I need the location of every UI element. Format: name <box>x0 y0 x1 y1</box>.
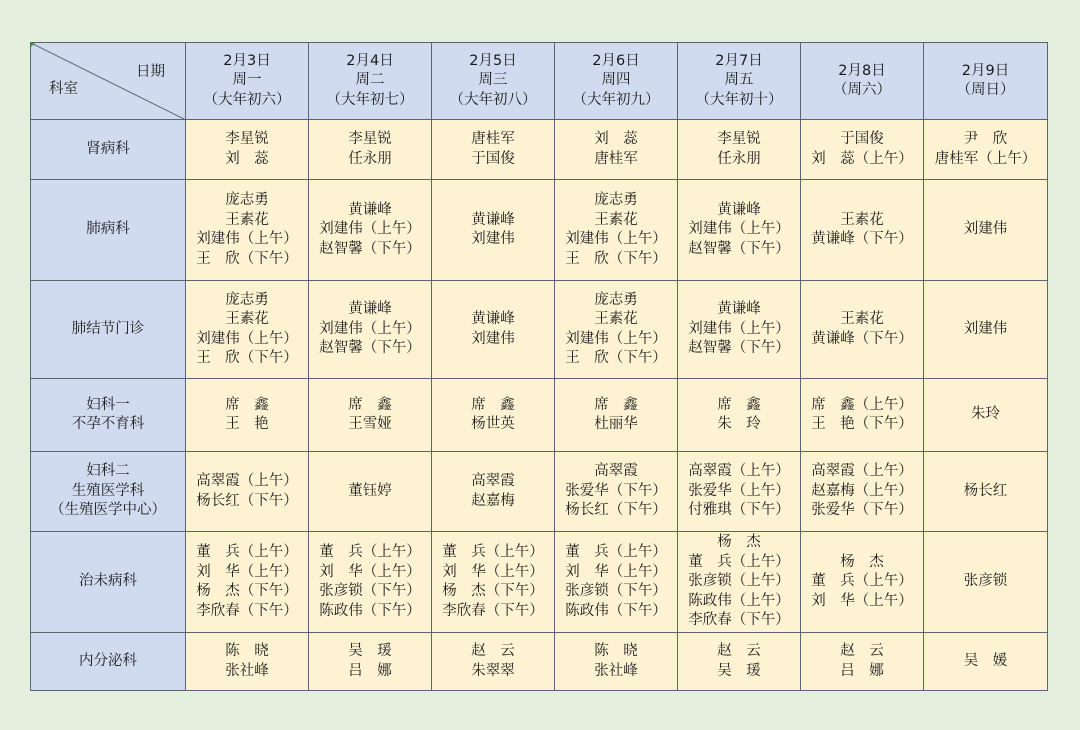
duty-cell <box>432 120 555 180</box>
doctor-name: 张彦锁 <box>963 573 1008 590</box>
duty-cell <box>432 633 555 691</box>
date-header-line: 2月7日 <box>715 52 763 69</box>
duty-cell <box>924 120 1048 180</box>
doctor-name: 杨长红 <box>963 482 1008 499</box>
doctor-name: 董 兵（上午） <box>688 553 790 570</box>
doctor-name: 任永朋 <box>348 150 392 167</box>
doctor-name: 赵嘉梅（上午） <box>811 482 913 499</box>
doctor-name: 李星锐 <box>225 131 269 147</box>
department-cell <box>31 180 186 281</box>
doctor-name: 刘建伟 <box>963 221 1008 238</box>
department-cell <box>31 532 186 633</box>
doctor-name: 杨长红（下午） <box>565 502 667 519</box>
duty-cell <box>678 120 801 180</box>
doctor-name: 李欣春（下午） <box>688 612 790 629</box>
doctor-name: 王 艳 <box>225 416 269 432</box>
doctor-name: 朱 玲 <box>717 416 761 432</box>
duty-cell <box>678 452 801 532</box>
doctor-name: 张爱华（下午） <box>565 482 667 499</box>
duty-cell <box>924 532 1048 633</box>
doctor-name: 高翠霞（上午） <box>811 463 913 480</box>
doctor-name: 刘 华（上午） <box>319 563 421 580</box>
doctor-name: 黄谦峰（下午） <box>811 330 913 347</box>
schedule-row <box>31 120 1048 180</box>
duty-cell <box>432 532 555 633</box>
doctor-name: 赵智馨（下午） <box>688 340 790 357</box>
duty-cell <box>309 532 432 633</box>
doctor-name: 董 兵（上午） <box>196 544 298 560</box>
duty-cell <box>309 180 432 281</box>
doctor-name: 张彦锁（下午） <box>319 583 421 599</box>
schedule-row <box>31 633 1048 691</box>
duty-cell <box>432 379 555 452</box>
date-header-line: 2月6日 <box>592 52 640 69</box>
date-header-line: 周四 <box>601 72 631 89</box>
doctor-name: 刘建伟（上午） <box>688 320 790 337</box>
department-name: 肺结节门诊 <box>71 320 145 337</box>
doctor-name: 朱翠翠 <box>471 662 515 679</box>
duty-cell <box>555 180 678 281</box>
doctor-name: 付雅琪（下午） <box>688 502 790 519</box>
doctor-name: 杨 杰 <box>717 534 761 551</box>
department-name: 不孕不育科 <box>71 416 145 432</box>
doctor-name: 王 欣（下午） <box>565 250 667 267</box>
duty-cell <box>432 281 555 379</box>
department-name: 内分泌科 <box>79 652 137 669</box>
doctor-name: 杨 杰 <box>840 553 884 570</box>
duty-cell <box>924 180 1048 281</box>
duty-schedule-table <box>30 42 1048 691</box>
schedule-row <box>31 532 1048 633</box>
doctor-name: 于国俊 <box>840 131 884 147</box>
date-header-cell <box>186 43 309 120</box>
doctor-name: 朱玲 <box>971 406 1000 423</box>
department-cell <box>31 120 186 180</box>
duty-cell <box>801 633 924 691</box>
doctor-name: 王 艳（下午） <box>811 416 913 432</box>
duty-cell <box>309 452 432 532</box>
date-header-line: 周二 <box>355 72 385 89</box>
doctor-name: 李欣春（下午） <box>196 602 298 619</box>
doctor-name: 尹 欣 <box>963 131 1008 147</box>
doctor-name: 赵智馨（下午） <box>688 240 790 257</box>
doctor-name: 唐桂军 <box>471 131 515 147</box>
date-header-line: 周五 <box>724 72 754 89</box>
doctor-name: 刘建伟（上午） <box>319 221 421 238</box>
doctor-name: 董 兵（上午） <box>319 544 421 560</box>
duty-cell <box>801 532 924 633</box>
date-header-cell <box>309 43 432 120</box>
header-row <box>31 43 1048 120</box>
doctor-name: 任永朋 <box>717 150 761 167</box>
doctor-name: 张爱华（上午） <box>688 482 790 499</box>
doctor-name: 陈政伟（下午） <box>319 602 421 619</box>
schedule-row <box>31 452 1048 532</box>
duty-cell <box>555 452 678 532</box>
doctor-name: 张社峰 <box>225 662 269 679</box>
doctor-name: 赵 云 <box>471 643 515 659</box>
doctor-name: 刘建伟 <box>471 231 515 247</box>
doctor-name: 王素花 <box>594 211 638 228</box>
department-name: 肺病科 <box>86 221 130 238</box>
doctor-name: 陈 晓 <box>594 643 638 659</box>
doctor-name: 刘 华（上午） <box>565 563 667 580</box>
doctor-name: 席 鑫 <box>348 396 392 413</box>
duty-cell <box>678 532 801 633</box>
doctor-name: 高翠霞（上午） <box>688 463 790 480</box>
duty-cell <box>801 379 924 452</box>
date-header-line: （大年初六） <box>203 91 291 108</box>
doctor-name: 黄谦峰 <box>348 201 392 218</box>
doctor-name: 赵 云 <box>717 643 761 659</box>
date-header-line: 2月4日 <box>346 52 394 69</box>
doctor-name: 席 鑫 <box>594 396 638 413</box>
doctor-name: 陈 晓 <box>225 643 269 659</box>
duty-cell <box>555 281 678 379</box>
doctor-name: 庞志勇 <box>594 192 638 208</box>
duty-cell <box>186 281 309 379</box>
doctor-name: 刘建伟（上午） <box>565 330 667 347</box>
doctor-name: 黄谦峰 <box>717 201 761 218</box>
doctor-name: 刘 蕊 <box>594 131 638 147</box>
doctor-name: 刘建伟（上午） <box>319 320 421 337</box>
doctor-name: 李星锐 <box>348 131 392 147</box>
schedule-row <box>31 281 1048 379</box>
doctor-name: 董 兵（上午） <box>442 544 544 560</box>
doctor-name: 王素花 <box>840 211 884 228</box>
doctor-name: 席 鑫 <box>471 396 515 413</box>
doctor-name: 唐桂军（上午） <box>934 150 1037 167</box>
duty-cell <box>678 180 801 281</box>
schedule-row <box>31 379 1048 452</box>
date-header-line: 2月3日 <box>223 52 271 69</box>
date-header-cell <box>432 43 555 120</box>
date-header-line: 2月5日 <box>469 52 517 69</box>
doctor-name: 吴 媛 <box>963 652 1008 669</box>
doctor-name: 杨 杰（下午） <box>196 583 298 599</box>
date-header-line: （大年初十） <box>695 91 783 108</box>
duty-cell <box>555 120 678 180</box>
date-header-line: （周日） <box>956 82 1015 98</box>
duty-cell <box>555 379 678 452</box>
duty-cell <box>309 633 432 691</box>
doctor-name: 高翠霞 <box>471 473 515 489</box>
duty-cell <box>924 633 1048 691</box>
duty-cell <box>186 120 309 180</box>
doctor-name: 席 鑫 <box>717 396 761 413</box>
doctor-name: 吕 娜 <box>840 662 884 679</box>
duty-cell <box>801 180 924 281</box>
duty-cell <box>186 180 309 281</box>
department-cell <box>31 633 186 691</box>
doctor-name: 王 欣（下午） <box>196 250 298 267</box>
duty-cell <box>678 379 801 452</box>
doctor-name: 庞志勇 <box>225 291 269 308</box>
doctor-name: 席 鑫 <box>225 396 269 413</box>
doctor-name: 陈政伟（上午） <box>688 592 790 609</box>
department-name: （生殖医学中心） <box>50 502 166 519</box>
date-header-cell <box>801 43 924 120</box>
date-header-line: （周六） <box>833 82 891 98</box>
doctor-name: 杜丽华 <box>594 416 638 432</box>
duty-cell <box>678 281 801 379</box>
date-header-line: 周三 <box>478 72 508 89</box>
doctor-name: 杨长红（下午） <box>196 492 298 509</box>
doctor-name: 王素花 <box>225 311 269 327</box>
doctor-name: 黄谦峰 <box>717 301 761 318</box>
doctor-name: 赵嘉梅 <box>471 492 515 509</box>
duty-cell <box>309 379 432 452</box>
date-header-line: 周一 <box>232 72 262 89</box>
date-header-cell <box>924 43 1048 120</box>
doctor-name: 董 兵（上午） <box>565 544 667 560</box>
duty-cell <box>555 633 678 691</box>
department-axis-label: 科室 <box>49 80 78 97</box>
doctor-name: 刘建伟（上午） <box>565 231 667 247</box>
department-cell <box>31 452 186 532</box>
doctor-name: 刘建伟（上午） <box>196 231 298 247</box>
corner-header-cell <box>31 43 186 120</box>
doctor-name: 王素花 <box>840 311 884 327</box>
doctor-name: 于国俊 <box>471 150 515 167</box>
department-cell <box>31 379 186 452</box>
duty-cell <box>924 379 1048 452</box>
doctor-name: 杨世英 <box>471 416 515 432</box>
date-header-line: 2月8日 <box>838 62 886 79</box>
duty-cell <box>432 452 555 532</box>
doctor-name: 王雪娅 <box>348 416 392 432</box>
doctor-name: 张彦锁（上午） <box>688 573 790 590</box>
doctor-name: 刘 蕊 <box>225 150 269 167</box>
duty-cell <box>555 532 678 633</box>
doctor-name: 黄谦峰 <box>471 311 515 327</box>
doctor-name: 杨 杰（下午） <box>442 583 544 599</box>
department-name: 妇科一 <box>86 396 130 413</box>
duty-cell <box>801 281 924 379</box>
doctor-name: 黄谦峰 <box>471 211 515 228</box>
department-name: 生殖医学科 <box>71 482 145 499</box>
date-header-line: 2月9日 <box>961 62 1010 79</box>
doctor-name: 吴 瑗 <box>717 662 761 679</box>
doctor-name: 高翠霞 <box>594 463 638 480</box>
schedule-row <box>31 180 1048 281</box>
doctor-name: 张爱华（下午） <box>811 502 913 519</box>
duty-cell <box>678 633 801 691</box>
doctor-name: 刘 蕊（上午） <box>811 150 913 167</box>
date-header-line: （大年初八） <box>449 91 537 108</box>
duty-cell <box>924 281 1048 379</box>
duty-cell <box>186 633 309 691</box>
doctor-name: 赵 云 <box>840 643 884 659</box>
doctor-name: 董钰婷 <box>348 482 392 499</box>
duty-cell <box>186 532 309 633</box>
doctor-name: 刘建伟 <box>963 320 1008 337</box>
cell-corner-marker <box>31 43 37 49</box>
doctor-name: 吕 娜 <box>348 662 392 679</box>
doctor-name: 张社峰 <box>594 662 638 679</box>
doctor-name: 刘 华（上午） <box>442 563 544 580</box>
doctor-name: 刘建伟 <box>471 330 515 347</box>
doctor-name: 王素花 <box>594 311 638 327</box>
date-header-cell <box>678 43 801 120</box>
doctor-name: 席 鑫（上午） <box>811 396 913 413</box>
doctor-name: 赵智馨（下午） <box>319 340 421 357</box>
duty-cell <box>309 281 432 379</box>
date-header-line: （大年初九） <box>572 91 660 108</box>
doctor-name: 刘 华（上午） <box>811 592 913 609</box>
doctor-name: 董 兵（上午） <box>811 573 913 590</box>
department-name: 治未病科 <box>79 573 137 590</box>
date-axis-label: 日期 <box>136 64 165 80</box>
doctor-name: 高翠霞（上午） <box>196 473 298 489</box>
duty-cell <box>186 379 309 452</box>
table-body <box>31 43 1048 691</box>
doctor-name: 王 欣（下午） <box>565 350 667 366</box>
doctor-name: 黄谦峰（下午） <box>811 231 913 247</box>
duty-cell <box>801 120 924 180</box>
doctor-name: 刘 华（上午） <box>196 563 298 580</box>
department-cell <box>31 281 186 379</box>
duty-cell <box>186 452 309 532</box>
doctor-name: 王素花 <box>225 211 269 228</box>
doctor-name: 陈政伟（下午） <box>565 602 667 619</box>
date-header-line: （大年初七） <box>326 91 414 108</box>
doctor-name: 吴 瑗 <box>348 643 392 659</box>
doctor-name: 李星锐 <box>717 131 761 147</box>
date-header-cell <box>555 43 678 120</box>
doctor-name: 庞志勇 <box>225 192 269 208</box>
doctor-name: 刘建伟（上午） <box>196 330 298 347</box>
doctor-name: 刘建伟（上午） <box>688 221 790 238</box>
doctor-name: 张彦锁（下午） <box>565 583 667 599</box>
duty-cell <box>309 120 432 180</box>
doctor-name: 李欣春（下午） <box>442 602 544 619</box>
doctor-name: 黄谦峰 <box>348 301 392 318</box>
duty-cell <box>432 180 555 281</box>
doctor-name: 庞志勇 <box>594 291 638 308</box>
department-name: 肾病科 <box>86 140 130 157</box>
doctor-name: 唐桂军 <box>594 150 638 167</box>
duty-cell <box>924 452 1048 532</box>
doctor-name: 王 欣（下午） <box>196 350 298 366</box>
duty-cell <box>801 452 924 532</box>
doctor-name: 赵智馨（下午） <box>319 240 421 257</box>
department-name: 妇科二 <box>86 463 130 480</box>
